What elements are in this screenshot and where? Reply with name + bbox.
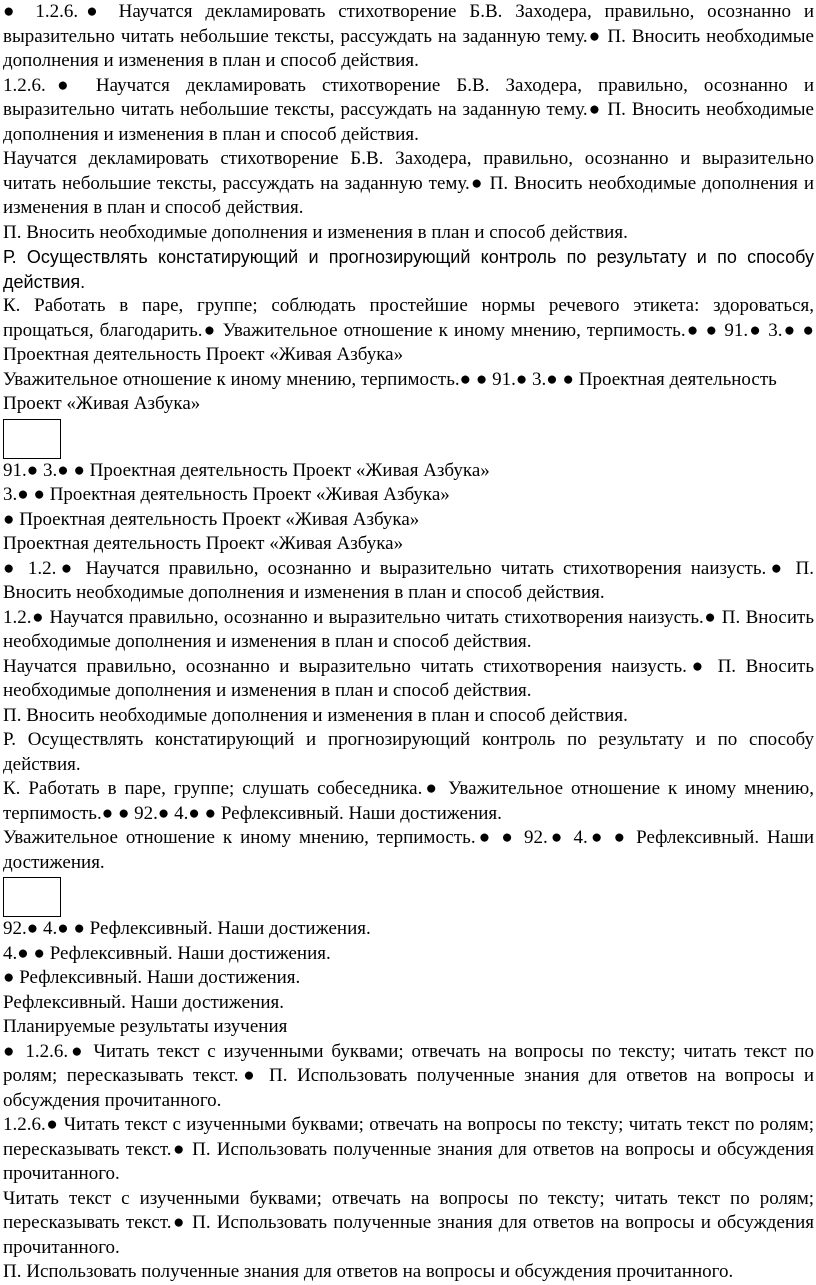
paragraph-20: 4.● ● Рефлексивный. Наши достижения. xyxy=(3,942,331,964)
paragraph-4: П. Вносить необходимые дополнения и изменения в план и способ действия. xyxy=(3,221,628,243)
paragraph-17: К. Работать в паре, группе; слушать собеседника.● Уважительное отношение к иному мнению, терпимость.● ● 92.● 4.● ● Рефлексивный. Наши достижения. xyxy=(3,778,814,824)
section-heading: Планируемые результаты изучения xyxy=(3,1016,288,1037)
paragraph-27: П. Использовать полученные знания для ответов на вопросы и обсуждения прочитанного. xyxy=(3,1261,734,1282)
empty-table-cell xyxy=(3,419,61,459)
paragraph-5: Р. Осуществлять констатирующий и прогнозирующий контроль по результату и по способу действия. xyxy=(3,247,814,292)
paragraph-18: Уважительное отношение к иному мнению, терпимость.● ● 92.● 4.● ● Рефлексивный. Наши достижения. xyxy=(3,827,814,873)
paragraph-15: П. Вносить необходимые дополнения и изменения в план и способ действия. xyxy=(3,704,628,726)
paragraph-14: Научатся правильно, осознанно и выразительно читать стихотворения наизусть.● П. Вносить необходимые дополнения и изменения в план и способ действия. xyxy=(3,655,814,701)
paragraph-2: 1.2.6.● Научатся декламировать стихотворение Б.В. Заходера, правильно, осознанно и выразительно читать небольшие тексты, рассуждать на заданную тему.● П. Вносить необходимые дополнения и изменения в план и способ действия. xyxy=(3,74,814,145)
paragraph-21: ● Рефлексивный. Наши достижения. xyxy=(3,967,301,988)
paragraph-13: 1.2.● Научатся правильно, осознанно и выразительно читать стихотворения наизусть.● П. Вносить необходимые дополнения и изменения в план и способ действия. xyxy=(3,606,814,652)
empty-table-cell xyxy=(3,877,61,917)
paragraph-26: Читать текст с изученными буквами; отвечать на вопросы по тексту; читать текст по ролям; пересказывать текст.● П. Использовать полученные знания для ответов на вопросы и обсуждения прочитанного. xyxy=(3,1187,814,1258)
paragraph-25: 1.2.6.● Читать текст с изученными буквами; отвечать на вопросы по тексту; читать текст по ролям; пересказывать текст.● П. Использовать полученные знания для ответов на вопросы и обсуждения прочитанного. xyxy=(3,1114,814,1184)
paragraph-22: Рефлексивный. Наши достижения. xyxy=(3,991,285,1013)
paragraph-19: 92.● 4.● ● Рефлексивный. Наши достижения. xyxy=(3,918,371,939)
paragraph-1: ● 1.2.6.● Научатся декламировать стихотворение Б.В. Заходера, правильно, осознанно и выразительно читать небольшие тексты, рассуждать на заданную тему.● П. Вносить необходимые дополнения и изменения в план и способ действия. xyxy=(3,1,814,71)
paragraph-16: Р. Осуществлять констатирующий и прогнозирующий контроль по результату и по способу действия. xyxy=(3,729,814,775)
paragraph-8: 91.● 3.● ● Проектная деятельность Проект «Живая Азбука» xyxy=(3,459,490,481)
paragraph-6: К. Работать в паре, группе; соблюдать простейшие нормы речевого этикета: здороваться, прощаться, благодарить.● Уважительное отношение к иному мнению, терпимость.● ● 91.● 3.● ● Проектная деятельность Проект «Живая Азбука» xyxy=(3,295,814,365)
paragraph-12: ● 1.2.● Научатся правильно, осознанно и выразительно читать стихотворения наизусть.● П. Вносить необходимые дополнения и изменения в план и способ действия. xyxy=(3,557,814,603)
paragraph-11: Проектная деятельность Проект «Живая Азбука» xyxy=(3,533,404,554)
paragraph-9: 3.● ● Проектная деятельность Проект «Живая Азбука» xyxy=(3,484,450,505)
paragraph-3: Научатся декламировать стихотворение Б.В. Заходера, правильно, осознанно и выразительно читать небольшие тексты, рассуждать на заданную тему.● П. Вносить необходимые дополнения и изменения в план и способ действия. xyxy=(3,148,814,218)
paragraph-24: ● 1.2.6.● Читать текст с изученными буквами; отвечать на вопросы по тексту; читать текст по ролям; пересказывать текст.● П. Использовать полученные знания для ответов на вопросы и обсуждения прочитанного. xyxy=(3,1040,814,1111)
paragraph-10: ● Проектная деятельность Проект «Живая Азбука» xyxy=(3,508,420,530)
paragraph-7: Уважительное отношение к иному мнению, терпимость.● ● 91.● 3.● ● Проектная деятельность Проект «Живая Азбука» xyxy=(3,368,777,414)
